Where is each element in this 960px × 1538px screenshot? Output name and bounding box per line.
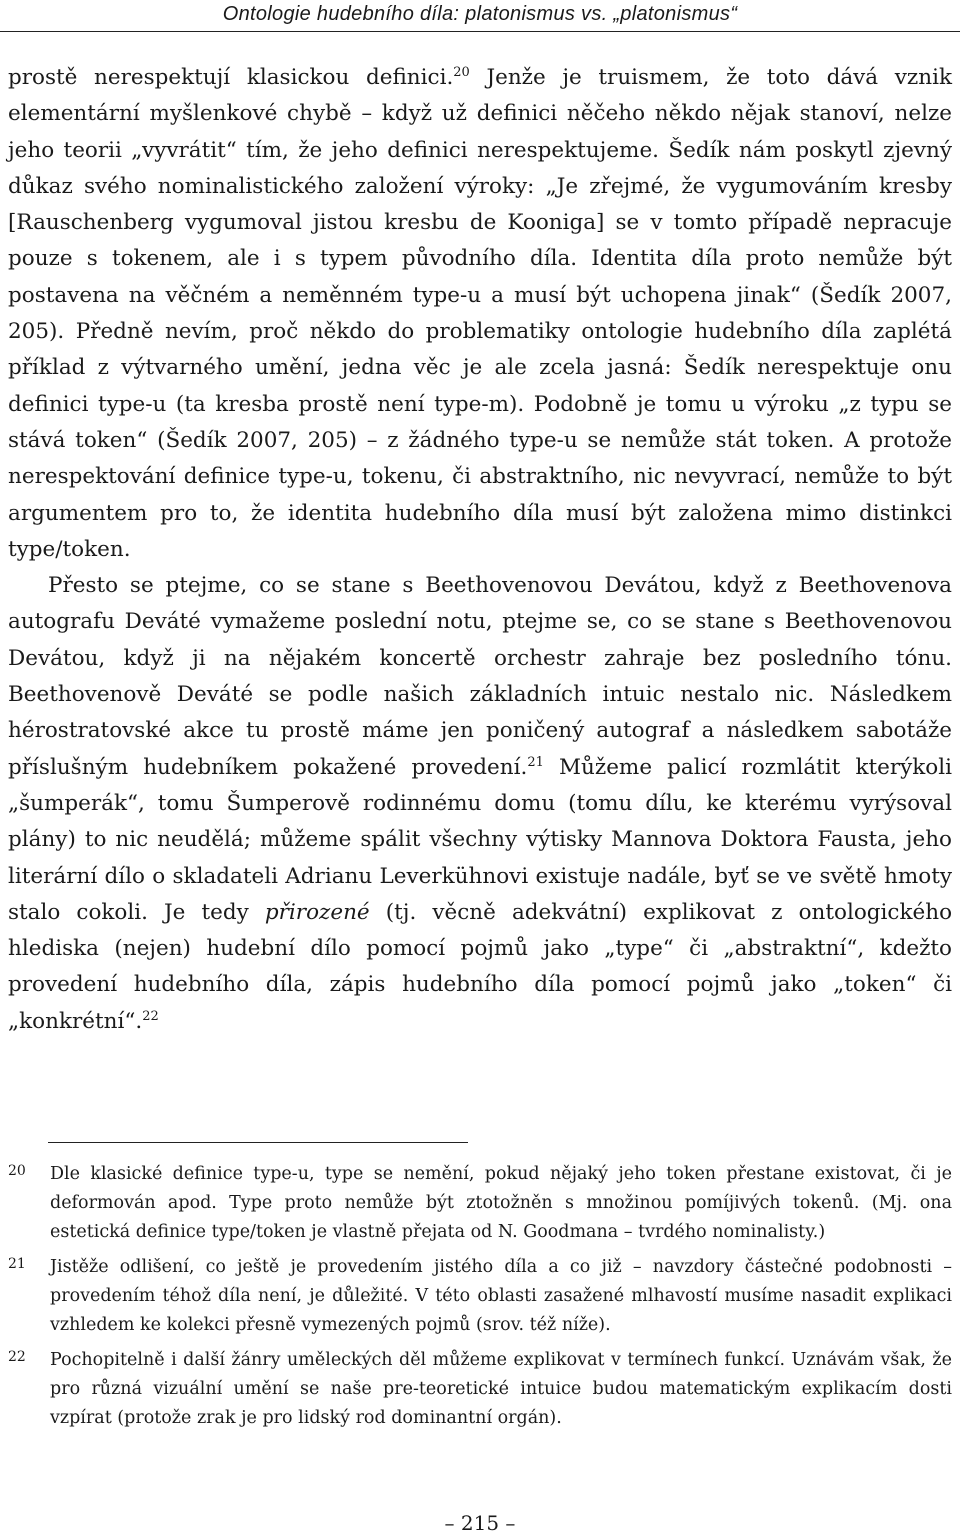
footnote-number: 20	[8, 1163, 26, 1179]
paragraph-1-text-b: Jenže je truismem, že toto dává vznik elementární myšlenkové chybě – když už definici něčeho někdo nějak stanoví, nelze jeho teorii „vyvrátit“ tím, že jeho definici nerespektujeme. Šedík nám poskytl zjevný důkaz svého nominalistického založení výroky: „Je zřejmé, že vygumováním kresby [Rauschenberg vygumoval jistou kresbu de Kooniga] se v tomto případě nepracuje pouze s tokenem, ale i s typem původního díla. Identita díla proto nemůže být postavena na věčném a neměnném type-u a musí být uchopena jinak“ (Šedík 2007, 205). Předně nevím, proč někdo do problematiky ontologie hudebního díla zaplétá příklad z výtvarného umění, jedna věc je ale zcela jasná: Šedík nerespektuje onu definici type-u (ta kresba prostě není type-m). Podobně je tomu u výroku „z typu se stává token“ (Šedík 2007, 205) – z žádného type-u se nemůže stát token. A protože nerespektování definice type-u, tokenu, či abstraktního, nic nevyvrací, nemůže to být argumentem pro to, že identita hudebního díla musí být založena mimo distinkci type/token.	[8, 65, 953, 562]
paragraph-2	[8, 568, 952, 1040]
footnote-22	[8, 1346, 952, 1433]
page-number: – 215 –	[444, 1511, 516, 1535]
paragraph-2-text-b: Můžeme palicí rozmlátit kterýkoli „šumperák“, tomu Šumperově rodinnému domu (tomu dílu, ke kterému vyrýsoval plány) to nic neudělá; můžeme spálit všechny výtisky Mannova Doktora Fausta, jeho literární dílo o skladateli Adrianu Leverkühnovi existuje nadále, byť se ve světě hmoty stalo cokoli. Je tedy	[8, 754, 952, 925]
footnote-text: Pochopitelně i další žánry uměleckých děl můžeme explikovat v termínech funkcí. Uznávám však, že pro různá vizuální umění se naše pre-teoretické intuice budou matematickým explikacím dosti vzpírat (protože zrak je pro lidský rod dominantní orgán).	[50, 1350, 952, 1428]
running-header: Ontologie hudebního díla: platonismus vs. „platonismus“	[0, 0, 960, 32]
paragraph-1-text-a: prostě nerespektují klasickou definici.	[8, 65, 454, 90]
italic-term: přirozené	[264, 899, 370, 925]
main-text	[8, 60, 952, 1040]
paragraph-2-text-a: Přesto se ptejme, co se stane s Beethovenovou Devátou, když z Beethovenova autografu Deváté vymažeme poslední notu, ptejme se, co se stane s Beethovenovou Devátou, když ji na nějakém koncertě orchestr zahraje bez posledního tónu. Beethovenově Deváté se podle našich základních intuic nestalo nic. Následkem hérostratovské akce tu prostě máme jen poničený autograf a následkem sabotáže příslušným hudebníkem pokažené provedení.	[8, 573, 952, 780]
footnote-text: Dle klasické definice type-u, type se nemění, pokud nějaký jeho token přestane existovat, či je deformován apod. Type proto nemůže být ztotožněn s množinou pomíjivých tokenů. (Mj. ona estetická definice type/token je vlastně přejata od N. Goodmana – tvrdého nominalisty.)	[50, 1164, 952, 1242]
paragraph-2-text-c: (tj. věcně adekvátní) explikovat z ontologického hlediska (nejen) hudební dílo pomocí pojmů jako „type“ či „abstraktní“, kdežto provedení hudebního díla, zápis hudebního díla pomocí pojmů jako „token“ či „konkrétní“.	[8, 899, 953, 1034]
footnote-ref-22[interactable]: 22	[142, 1008, 159, 1024]
footnote-ref-20[interactable]: 20	[453, 64, 470, 80]
footnote-number: 22	[8, 1349, 26, 1365]
footnotes	[8, 1160, 952, 1439]
footnote-ref-21[interactable]: 21	[527, 754, 544, 770]
footnote-text: Jistěže odlišení, co ještě je provedením jistého díla a co již – navzdory částečné podobnosti – provedením téhož díla není, je důležité. V této oblasti zasažené mlhavostí musíme nasadit explikaci vzhledem ke kolekci přesně vymezených pojmů (srov. též níže).	[50, 1257, 952, 1335]
footnote-separator	[48, 1142, 468, 1143]
footnote-number: 21	[8, 1256, 26, 1272]
footnote-21	[8, 1253, 952, 1340]
paragraph-1	[8, 60, 952, 568]
footnote-20	[8, 1160, 952, 1247]
